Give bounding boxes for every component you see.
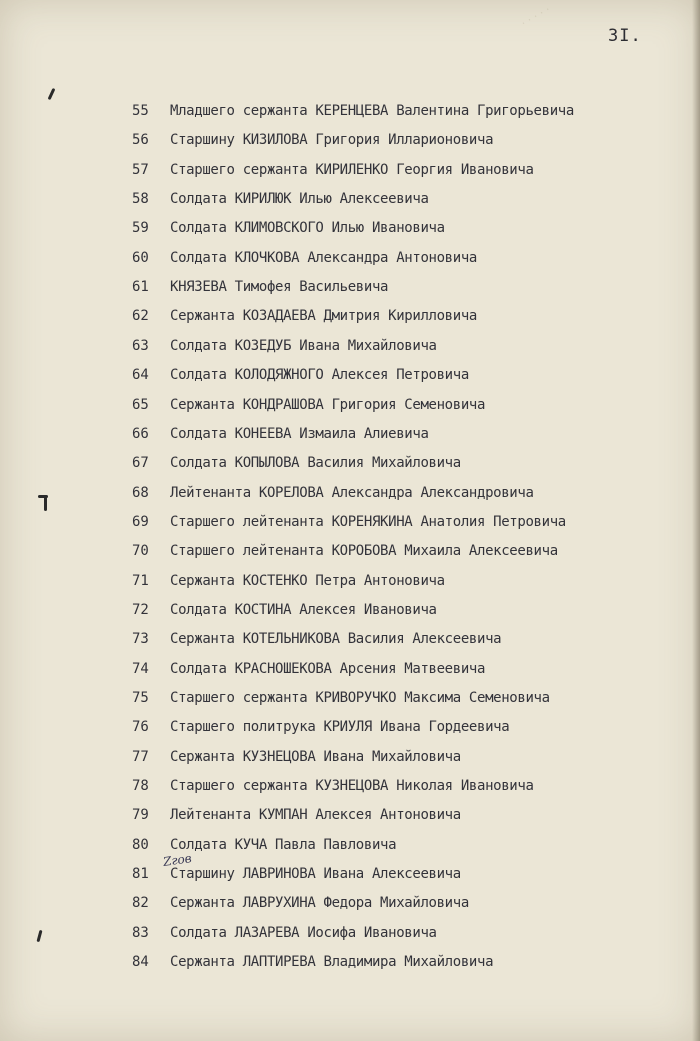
item-number: 57 (132, 161, 149, 178)
item-text: Лейтенанта КОРЕЛОВА Александра Александровича (170, 484, 534, 501)
list-item (0, 714, 700, 740)
list-item (0, 127, 700, 153)
item-number: 83 (132, 924, 149, 941)
item-text: Солдата КЛОЧКОВА Александра Антоновича (170, 249, 477, 266)
item-text: Сержанта КОЗАДАЕВА Дмитрия Кирилловича (170, 308, 477, 325)
item-text: Солдата КОСТИНА Алексея Ивановича (170, 601, 437, 618)
list-item (0, 98, 700, 124)
item-number: 80 (132, 836, 149, 853)
item-text: Сержанта КУЗНЕЦОВА Ивана Михайловича (170, 748, 461, 765)
list-item (0, 480, 700, 506)
item-text: Солдата КРАСНОШЕКОВА Арсения Матвеевича (170, 660, 486, 677)
item-text: Солдата КУЧА Павла Павловича (170, 836, 397, 853)
item-number: 56 (132, 132, 149, 149)
list-item (0, 626, 700, 652)
list-item (0, 509, 700, 535)
list-item (0, 186, 700, 212)
list-item (0, 157, 700, 183)
list-item (0, 802, 700, 828)
item-text: Старшего сержанта КИРИЛЕНКО Георгия Ивановича (170, 161, 534, 178)
list-item (0, 303, 700, 329)
list-item (0, 274, 700, 300)
list-item (0, 392, 700, 418)
list-item (0, 215, 700, 241)
item-number: 73 (132, 631, 149, 648)
item-text: Старшину ЛАВРИНОВА Ивана Алексеевича (170, 866, 461, 883)
item-number: 76 (132, 719, 149, 736)
item-number: 68 (132, 484, 149, 501)
list-item (0, 538, 700, 564)
item-number: 65 (132, 396, 149, 413)
item-text: Старшину КИЗИЛОВА Григория Илларионовича (170, 132, 494, 149)
item-number: 62 (132, 308, 149, 325)
item-text: Сержанта ЛАВРУХИНА Федора Михайловича (170, 895, 469, 912)
list-item (0, 450, 700, 476)
item-number: 77 (132, 748, 149, 765)
list-item (0, 685, 700, 711)
item-number: 84 (132, 954, 149, 971)
item-number: 70 (132, 543, 149, 560)
item-number: 59 (132, 220, 149, 237)
item-number: 60 (132, 249, 149, 266)
item-text: Старшего сержанта КУЗНЕЦОВА Николая Ивановича (170, 778, 534, 795)
item-text: Старшего сержанта КРИВОРУЧКО Максима Семеновича (170, 690, 550, 706)
list-item (0, 832, 700, 858)
item-text: Солдата КОЛОДЯЖНОГО Алексея Петровича (170, 367, 469, 384)
item-number: 75 (132, 690, 149, 706)
item-text: Младшего сержанта КЕРЕНЦЕВА Валентина Григорьевича (170, 103, 574, 119)
item-text: КНЯЗЕВА Тимофея Васильевича (170, 279, 389, 296)
item-text: Солдата ЛАЗАРЕВА Иосифа Ивановича (170, 924, 437, 941)
item-text: Солдата КОПЫЛОВА Василия Михайловича (170, 455, 461, 472)
list-item (0, 245, 700, 271)
item-number: 71 (132, 572, 149, 589)
list-item (0, 333, 700, 359)
item-number: 64 (132, 367, 149, 384)
item-number: 81 (132, 866, 149, 883)
item-text: Солдата КОНЕЕВА Измаила Алиевича (170, 425, 429, 442)
item-number: 67 (132, 455, 149, 472)
list-item (0, 890, 700, 916)
item-text: Сержанта КОСТЕНКО Петра Антоновича (170, 572, 445, 589)
page-number: 3I. (608, 26, 642, 46)
item-number: 58 (132, 191, 149, 208)
item-number: 72 (132, 601, 149, 618)
item-text: Старшего политрука КРИУЛЯ Ивана Гордеевича (170, 719, 510, 736)
item-number: 79 (132, 807, 149, 824)
item-text: Сержанта КОТЕЛЬНИКОВА Василия Алексеевича (170, 631, 502, 648)
item-text: Старшего лейтенанта КОРОБОВА Михаила Алексеевича (170, 543, 558, 560)
list-item (0, 421, 700, 447)
item-number: 61 (132, 279, 149, 296)
list-item (0, 597, 700, 623)
item-text: Старшего лейтенанта КОРЕНЯКИНА Анатолия Петровича (170, 513, 566, 530)
item-number: 63 (132, 337, 149, 354)
list-item (0, 920, 700, 946)
watermark: · · · · · (518, 2, 553, 31)
item-text: Солдата КОЗЕДУБ Ивана Михайловича (170, 337, 437, 354)
item-number: 66 (132, 425, 149, 442)
item-number: 78 (132, 778, 149, 795)
item-number: 69 (132, 513, 149, 530)
handwritten-annotation: Zгов (162, 851, 193, 869)
list-item (0, 656, 700, 682)
item-number: 55 (132, 103, 149, 119)
list-item (0, 773, 700, 799)
item-text: Сержанта ЛАПТИРЕВА Владимира Михайловича (170, 954, 494, 971)
item-text: Солдата КЛИМОВСКОГО Илью Ивановича (170, 220, 445, 237)
item-text: Солдата КИРИЛЮК Илью Алексеевича (170, 191, 429, 208)
item-text: Лейтенанта КУМПАН Алексея Антоновича (170, 807, 461, 824)
list-item (0, 861, 700, 887)
list-item (0, 744, 700, 770)
list-item (0, 949, 700, 975)
list-item (0, 568, 700, 594)
item-text: Сержанта КОНДРАШОВА Григория Семеновича (170, 396, 486, 413)
item-number: 82 (132, 895, 149, 912)
item-number: 74 (132, 660, 149, 677)
list-item (0, 362, 700, 388)
